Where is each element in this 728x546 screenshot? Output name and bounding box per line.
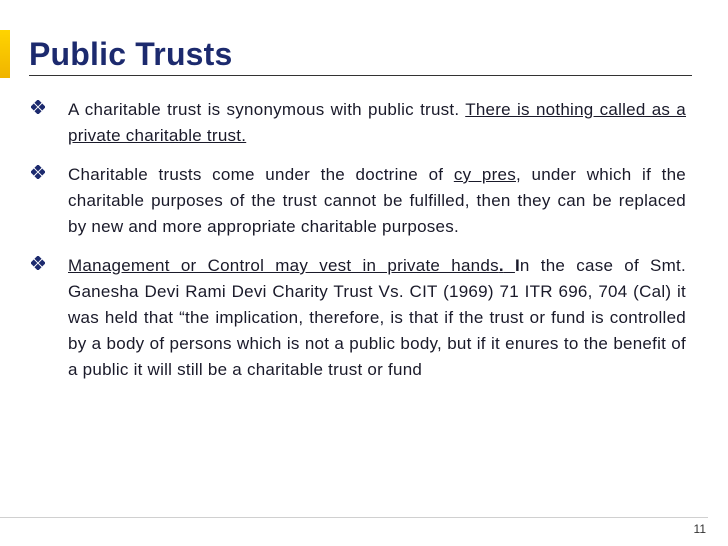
title-divider: [29, 75, 692, 76]
bullet-text: [68, 253, 686, 383]
bullet-text-segment: I: [514, 256, 520, 275]
diamond-bullet-icon: [31, 165, 45, 179]
bullet-item: [30, 162, 686, 240]
slide-number: 11: [693, 522, 706, 536]
bullet-text-segment: cy pres: [453, 165, 516, 184]
bullet-text-segment: , under which if the charitable purposes of the trust cannot be fulfilled, then they can be replaced by new and more appropriate charitable purposes.: [68, 165, 686, 236]
slide-content: [30, 97, 686, 396]
bullet-text-segment: [504, 256, 515, 275]
bullet-text-segment: Charitable trusts come under the doctrine of: [68, 165, 454, 184]
bullet-text-segment: .: [498, 256, 504, 275]
bullet-item: [30, 97, 686, 149]
bullet-item: [30, 253, 686, 383]
bullet-text: [68, 162, 686, 240]
bullet-text-segment: n the case of Smt. Ganesha Devi Rami Devi Charity Trust Vs. CIT (1969) 71 ITR 696, 704 (Cal) it was held that “the implication, therefore, is that if the trust or fund is controlled by a body of persons which is not a public body, but if it enures to the benefit of a public it will still be a charitable trust or fund: [68, 256, 687, 379]
title-accent-bar: [0, 30, 10, 78]
footer-divider: [0, 517, 708, 518]
bullet-text-segment: A charitable trust is synonymous with public trust.: [68, 100, 466, 119]
diamond-bullet-icon: [31, 100, 45, 114]
bullet-text-segment: There is nothing called as a private charitable trust.: [68, 100, 687, 145]
bullet-text: [68, 97, 686, 149]
bullet-text-segment: Management or Control may vest in private hands: [68, 256, 499, 275]
diamond-bullet-icon: [31, 256, 45, 270]
slide-title: Public Trusts: [29, 36, 233, 72]
